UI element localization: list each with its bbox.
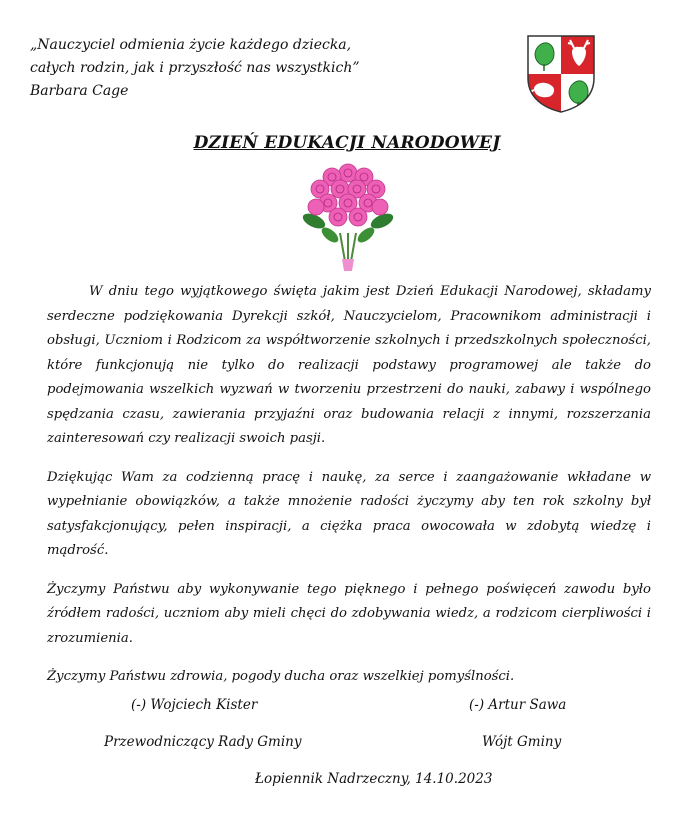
- page-title: DZIEŃ EDUKACJI NARODOWEJ: [193, 133, 501, 153]
- paragraph-4: Życzymy Państwu zdrowia, pogody ducha oraz wszelkiej pomyślności.: [47, 669, 515, 684]
- opening-quote: [30, 34, 360, 103]
- paragraph-2: Dziękując Wam za codzienną pracę i naukę, za serce i zaangażowanie wkładane w wypełnianie obowiązków, a także mnożenie radości życzymy aby ten rok szkolny był satysfakcjonujący, pełen inspiracji, a ciężka praca owocowała w zdobytą wiedzę i mądrość.: [47, 469, 651, 558]
- quote-author: Barbara Cage: [30, 83, 129, 99]
- quote-line-2: całych rodzin, jak i przyszłość nas wszystkich”: [30, 60, 360, 76]
- place-and-date: Łopiennik Nadrzeczny, 14.10.2023: [255, 771, 493, 787]
- right-signature-name: (-) Artur Sawa: [469, 697, 567, 713]
- left-signature-name: (-) Wojciech Kister: [131, 697, 258, 713]
- rose-bouquet-icon: [300, 163, 396, 275]
- right-signature-role: Wójt Gminy: [482, 734, 562, 750]
- paragraph-3: Życzymy Państwu aby wykonywanie tego pięknego i pełnego poświęceń zawodu było źródłem radości, uczniom aby mieli chęci do zdobywania wiedz, a rodzicom cierpliwości i zrozumienia.: [47, 581, 651, 646]
- paragraph-1: W dniu tego wyjątkowego święta jakim jest Dzień Edukacji Narodowej, składamy serdeczne podziękowania Dyrekcji szkół, Nauczycielom, Pracownikom administracji i obsługi, Uczniom i Rodzicom za współtworzenie szkolnych i przedszkolnych społeczności, które funkcjonują nie tylko do realizacji podstawy programowej ale także do podejmowania wszelkich wyzwań w tworzeniu przestrzeni do nauki, zabawy i wspólnego spędzania czasu, zawierania przyjaźni oraz budowania relacji z innymi, rozszerzania zainteresowań czy realizacji swoich pasji.: [47, 284, 651, 446]
- coat-of-arms-icon: [526, 34, 596, 114]
- letter-body: [47, 280, 651, 704]
- left-signature-role: Przewodniczący Rady Gminy: [104, 734, 302, 750]
- quote-line-1: „Nauczyciel odmienia życie każdego dziecka,: [30, 37, 352, 53]
